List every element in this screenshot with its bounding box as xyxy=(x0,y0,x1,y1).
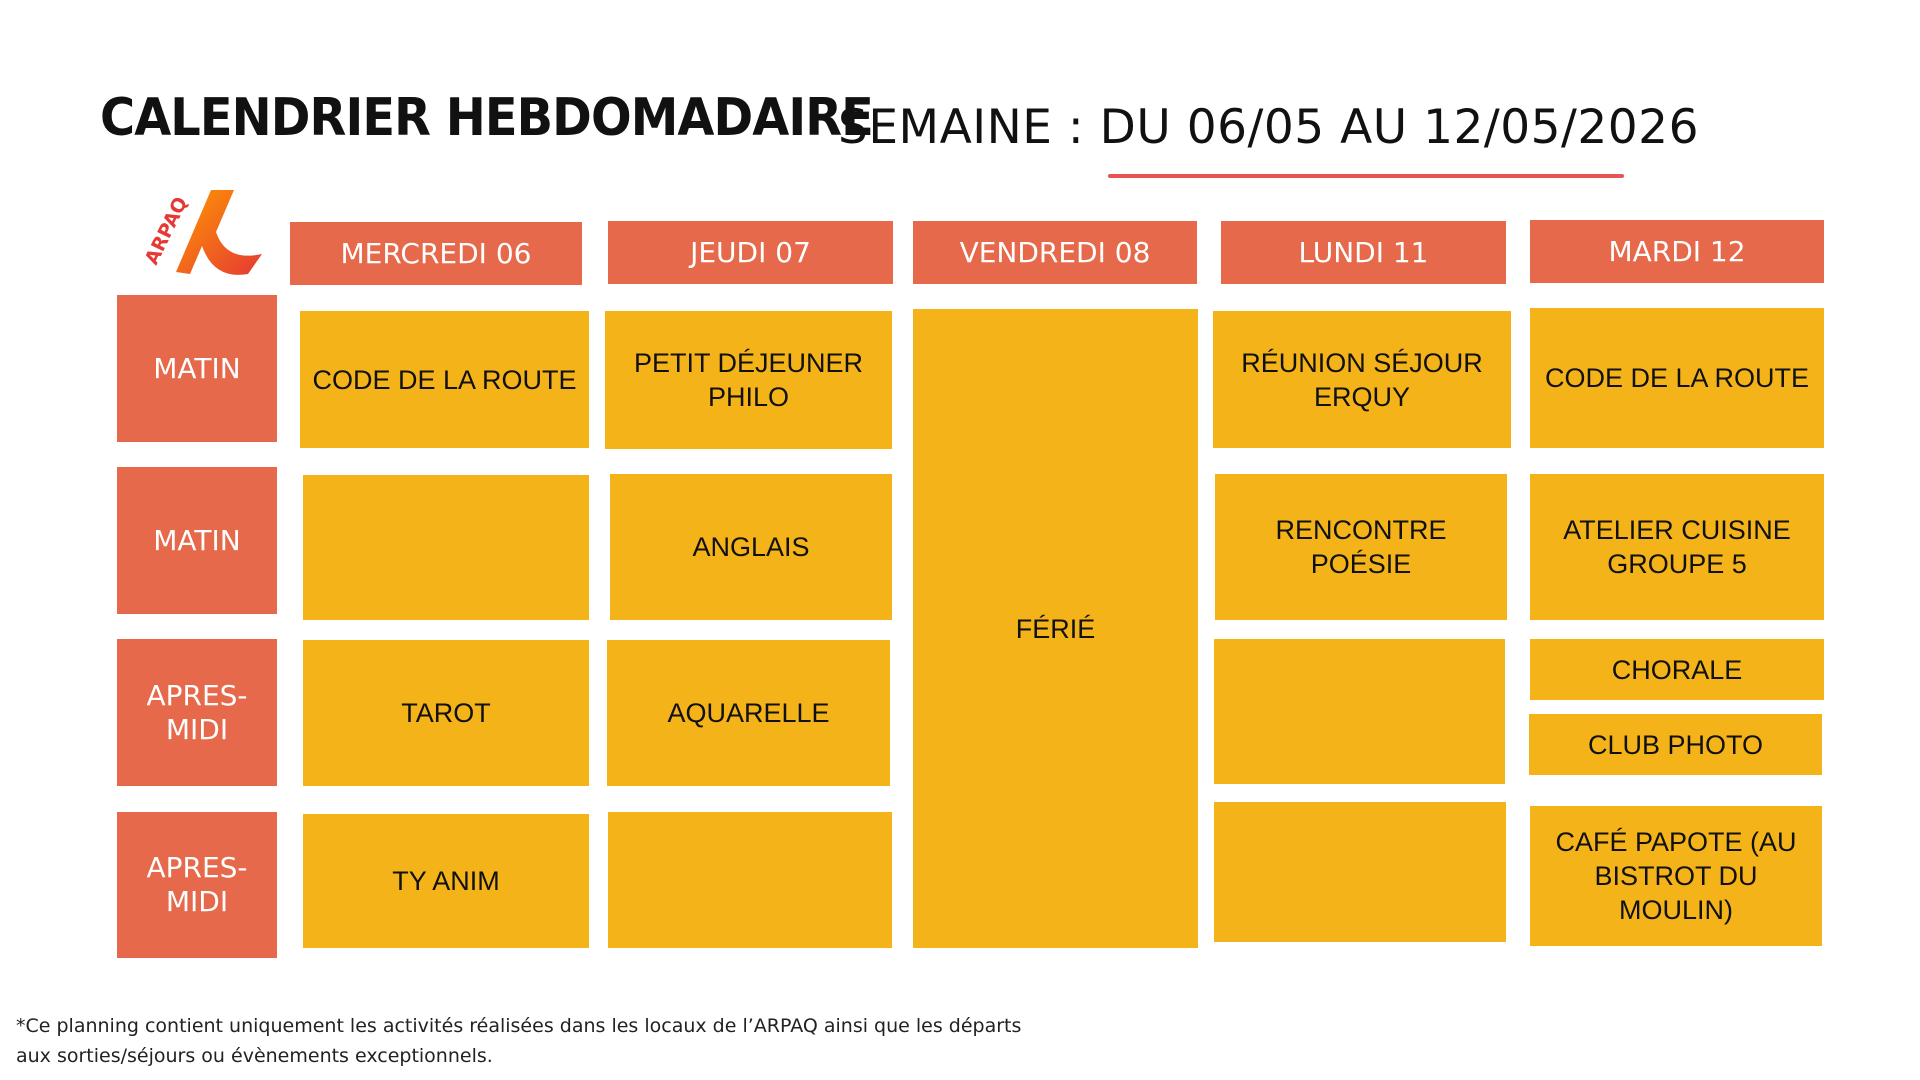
day-header-lundi: LUNDI 11 xyxy=(1221,221,1506,284)
day-header-vendredi: VENDREDI 08 xyxy=(913,221,1197,284)
activity-mardi-slot3a: CHORALE xyxy=(1530,639,1824,700)
footnote: *Ce planning contient uniquement les activités réalisées dans les locaux de l’ARPAQ ainsi que les départs aux sorties/séjours ou évènements exceptionnels. xyxy=(16,1015,1022,1067)
activity-mercredi-slot1: CODE DE LA ROUTE xyxy=(300,311,589,448)
activity-mardi-slot1: CODE DE LA ROUTE xyxy=(1530,308,1824,448)
activity-lundi-slot2: RENCONTRE POÉSIE xyxy=(1215,474,1507,620)
activity-mercredi-slot2 xyxy=(303,475,589,620)
activity-mercredi-slot4: TY ANIM xyxy=(303,814,589,948)
day-header-mercredi: MERCREDI 06 xyxy=(290,222,582,285)
activity-mercredi-slot3: TAROT xyxy=(303,640,589,786)
day-header-mardi: MARDI 12 xyxy=(1530,220,1824,283)
activity-jeudi-slot4 xyxy=(608,812,892,948)
day-header-jeudi: JEUDI 07 xyxy=(608,221,893,284)
slot-label-apres-midi-2: APRES-MIDI xyxy=(117,812,277,958)
activity-mardi-slot4: CAFÉ PAPOTE (AU BISTROT DU MOULIN) xyxy=(1530,806,1822,946)
activity-lundi-slot3 xyxy=(1214,639,1505,784)
activity-lundi-slot1: RÉUNION SÉJOUR ERQUY xyxy=(1213,311,1511,448)
activity-mardi-slot3b: CLUB PHOTO xyxy=(1529,714,1822,775)
activity-lundi-slot4 xyxy=(1214,802,1506,942)
slot-label-matin-2: MATIN xyxy=(117,467,277,614)
arpaq-logo xyxy=(136,182,266,278)
activity-jeudi-slot1: PETIT DÉJEUNER PHILO xyxy=(605,311,892,449)
week-underline xyxy=(1108,174,1624,178)
logo-text: ARPAQ xyxy=(140,193,193,269)
slot-label-matin-1: MATIN xyxy=(117,295,277,442)
activity-jeudi-slot2: ANGLAIS xyxy=(610,474,892,620)
activity-vendredi-ferie: FÉRIÉ xyxy=(913,309,1198,948)
week-range: SEMAINE : DU 06/05 AU 12/05/2026 xyxy=(838,100,1699,155)
activity-mardi-slot2: ATELIER CUISINE GROUPE 5 xyxy=(1530,474,1824,620)
activity-jeudi-slot3: AQUARELLE xyxy=(607,640,890,786)
page-title: CALENDRIER HEBDOMADAIRE xyxy=(100,88,873,148)
slot-label-apres-midi-1: APRES-MIDI xyxy=(117,639,277,786)
